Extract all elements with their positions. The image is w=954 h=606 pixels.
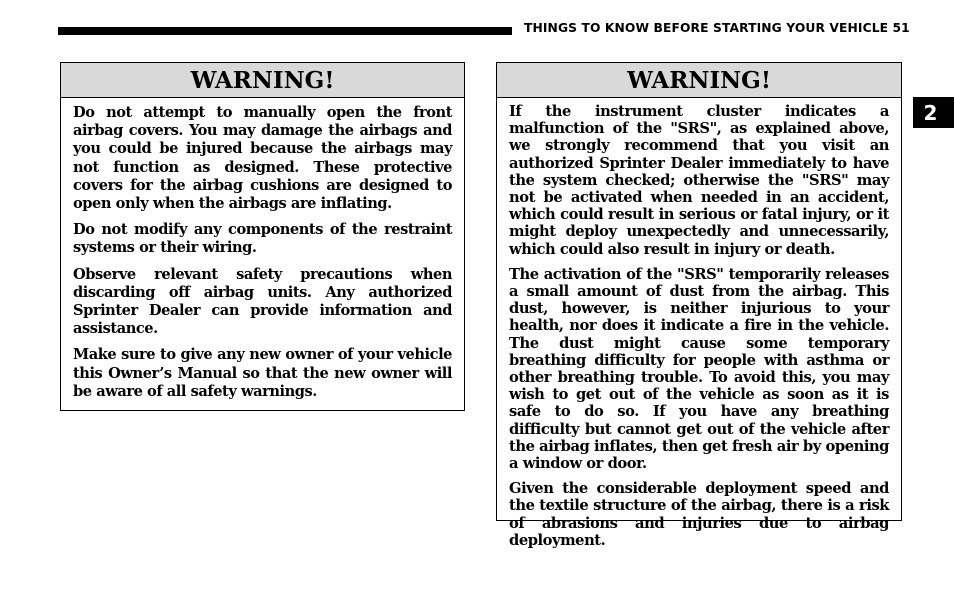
warning-box-left: [60, 62, 465, 411]
chapter-tab: [913, 97, 954, 128]
chapter-number: 2: [923, 100, 938, 125]
warning-paragraph: The activation of the "SRS" temporarily releases a small amount of dust from the airbag. This dust, however, is neither injurious to your health, nor does it indicate a fire in the vehicle. The dust might cause some temporary breathing difficulty for people with asthma or other breathing trouble. To avoid this, you may wish to get out of the vehicle as soon as it is safe to do so. If you have any breathing difficulty but cannot get out of the vehicle after the airbag inflates, then get fresh air by opening a window or door.: [509, 265, 889, 473]
warning-body-left: [61, 98, 464, 401]
warning-body-right: [497, 98, 901, 549]
warning-paragraph: Do not attempt to manually open the front airbag covers. You may damage the airbags and you could be injured because the airbags may not function as designed. These protective covers for the airbag cushions are designed to open only when the airbags are inflating.: [73, 104, 452, 213]
header-rule: [58, 27, 512, 35]
warning-paragraph: Observe relevant safety precautions when discarding off airbag units. Any authorized Sprinter Dealer can provide information and assistance.: [73, 265, 452, 338]
warning-paragraph: Make sure to give any new owner of your vehicle this Owner’s Manual so that the new owner will be aware of all safety warnings.: [73, 346, 452, 400]
warning-paragraph: If the instrument cluster indicates a malfunction of the "SRS", as explained above, we strongly recommend that you visit an authorized Sprinter Dealer immediately to have the system checked; otherwise the "SRS" may not be activated when needed in an accident, which could result in serious or fatal injury, or it might deploy unexpectedly and unnecessarily, which could also result in injury or death.: [509, 103, 889, 258]
warning-title-right: WARNING!: [497, 63, 901, 98]
warning-paragraph: Do not modify any components of the restraint systems or their wiring.: [73, 221, 452, 257]
warning-title-left: WARNING!: [61, 63, 464, 98]
warning-box-right: [496, 62, 902, 549]
warning-paragraph: Given the considerable deployment speed and the textile structure of the airbag, there is a risk of abrasions and injuries due to airbag deployment.: [509, 480, 889, 549]
running-head: THINGS TO KNOW BEFORE STARTING YOUR VEHICLE 51: [524, 21, 910, 35]
